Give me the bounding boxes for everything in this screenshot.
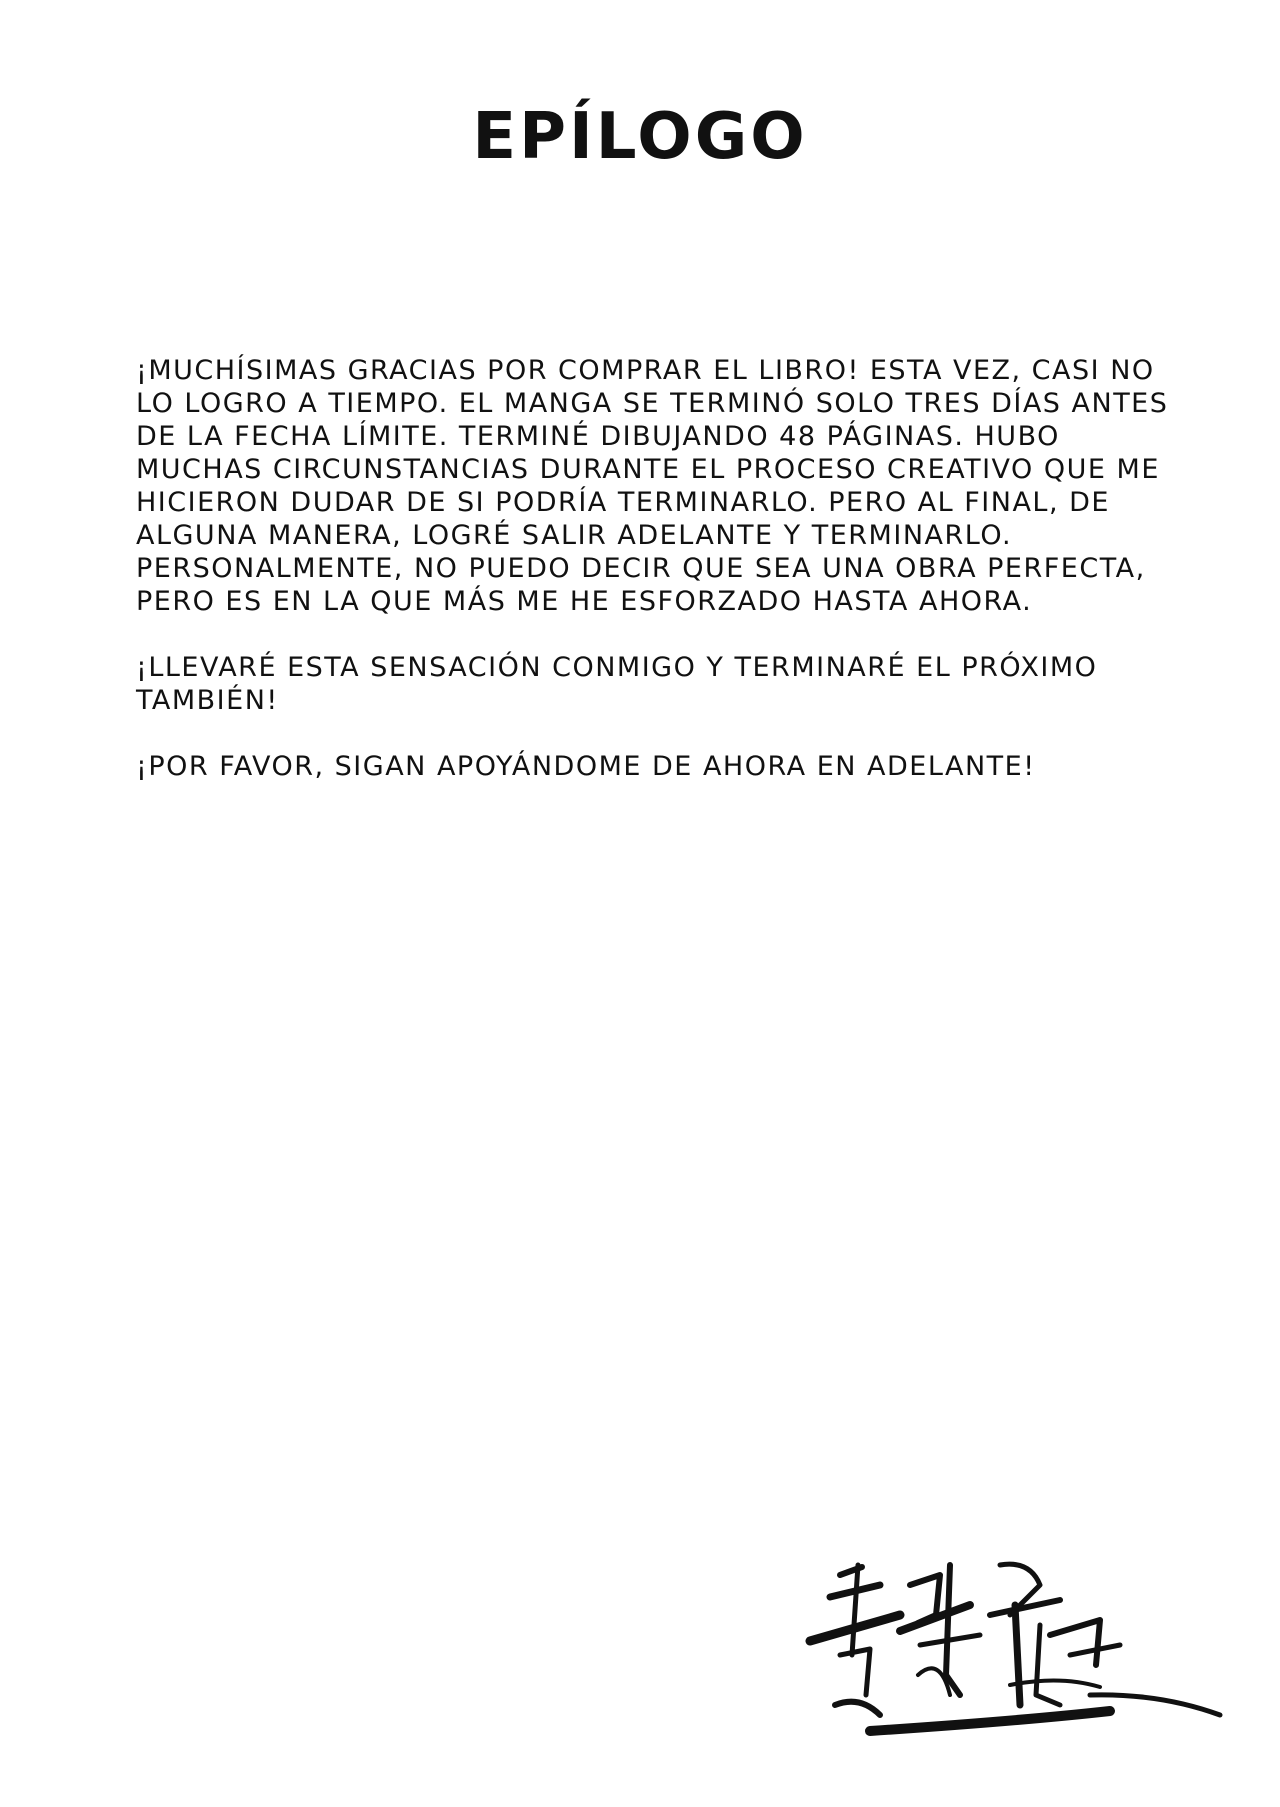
page-title: EPÍLOGO xyxy=(472,100,808,174)
paragraph-next-work: ¡LLEVARÉ ESTA SENSACIÓN CONMIGO Y TERMINARÉ EL PRÓXIMO TAMBIÉN! xyxy=(136,652,1098,716)
author-signature xyxy=(800,1545,1230,1745)
paragraph-support: ¡POR FAVOR, SIGAN APOYÁNDOME DE AHORA EN ADELANTE! xyxy=(136,751,1036,782)
epilogue-body xyxy=(136,354,1176,816)
signature-drawing xyxy=(800,1545,1230,1745)
paragraph-thanks: ¡MUCHÍSIMAS GRACIAS POR COMPRAR EL LIBRO! ESTA VEZ, CASI NO LO LOGRO A TIEMPO. EL MANGA SE TERMINÓ SOLO TRES DÍAS ANTES DE LA FECHA LÍMITE. TERMINÉ DIBUJANDO 48 PÁGINAS. HUBO MUCHAS CIRCUNSTANCIAS DURANTE EL PROCESO CREATIVO QUE ME HICIERON DUDAR DE SI PODRÍA TERMINARLO. PERO AL FINAL, DE ALGUNA MANERA, LOGRÉ SALIR ADELANTE Y TERMINARLO. PERSONALMENTE, NO PUEDO DECIR QUE SEA UNA OBRA PERFECTA, PERO ES EN LA QUE MÁS ME HE ESFORZADO HASTA AHORA. xyxy=(136,355,1169,617)
